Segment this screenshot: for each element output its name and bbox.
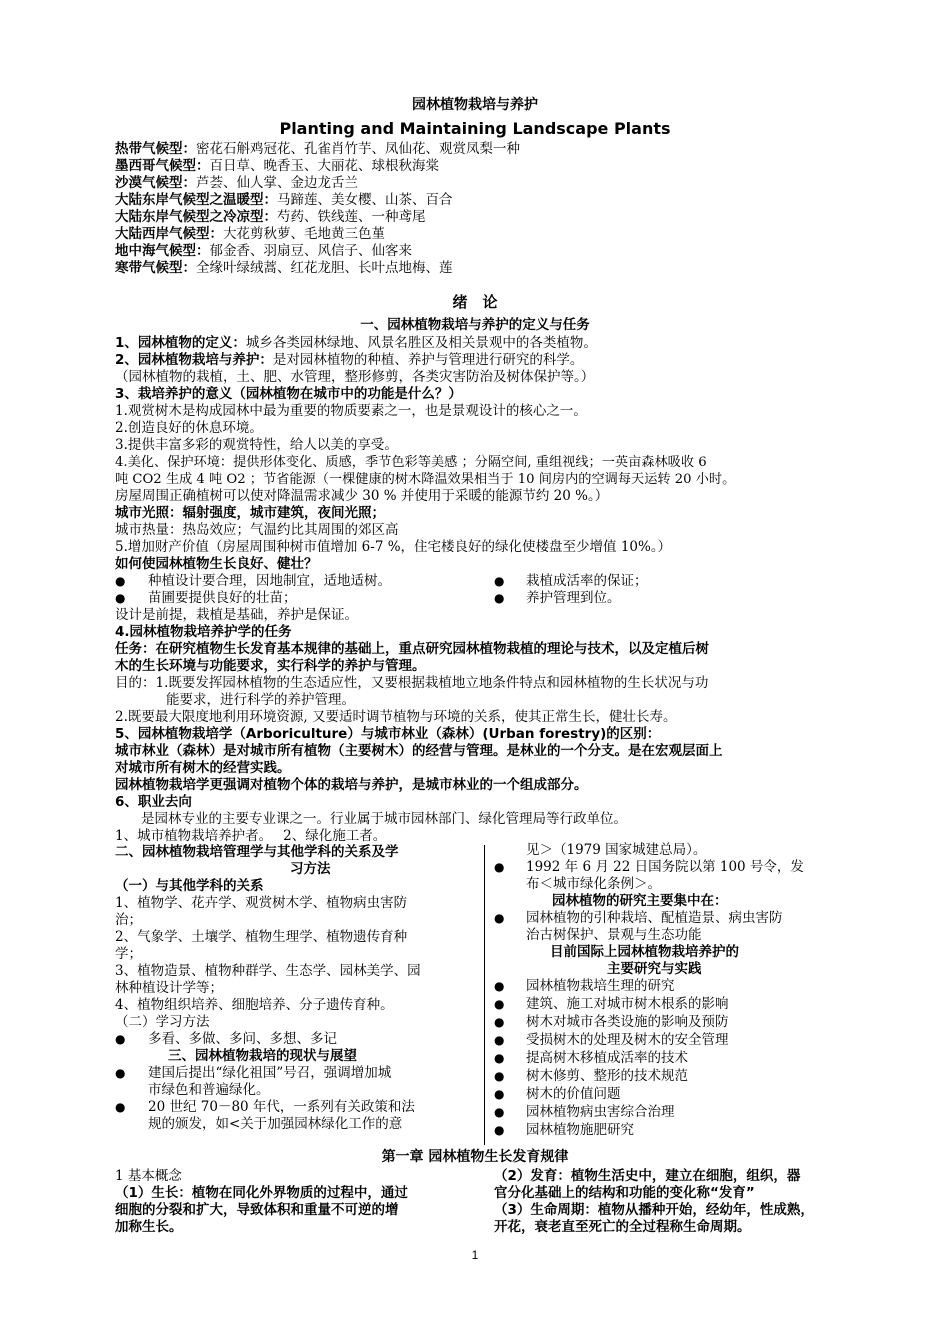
bullet-icon: ●	[494, 574, 505, 588]
list-item: 树木修剪、整形的技术规范	[526, 1068, 688, 1084]
text-line: 城市热量：热岛效应；气温约比其周围的郊区高	[115, 522, 399, 538]
title-english: Planting and Maintaining Landscape Plants	[279, 119, 671, 138]
list-item: 多看、多做、多问、多想、多记	[148, 1031, 337, 1047]
climate-line: 大陆西岸气候型：大花剪秋萝、毛地黄三色堇	[115, 226, 385, 242]
list-item: 规的颁发，如<关于加强园林绿化工作的意	[148, 1116, 403, 1132]
text-line: 林种植设计学等；	[115, 980, 223, 996]
section-heading: 习方法	[290, 861, 331, 877]
chapter-title: 第一章 园林植物生长发育规律	[381, 1149, 569, 1165]
page-number: 1	[471, 1248, 479, 1262]
list-item: 种植设计要合理，因地制宜，适地适树。	[148, 573, 391, 589]
bullet-icon: ●	[494, 911, 505, 925]
text-line: （园林植物的栽植，土、肥、水管理，整形修剪，各类灾害防治及树体保护等。）	[115, 369, 595, 385]
list-item: 园林植物的引种栽培、配植造景、病虫害防	[526, 910, 783, 926]
climate-line: 大陆东岸气候型之温暖型：马蹄莲、美女樱、山茶、百合	[115, 192, 453, 208]
text-line: 城市林业（森林）是对城市所有植物（主要树木）的经营与管理。是林业的一个分支。是在宏观层面上	[115, 743, 723, 759]
subheading: 城市光照：辐射强度，城市建筑，夜间光照；	[115, 505, 385, 521]
list-item: 治古树保护、景观与生态功能	[526, 927, 702, 943]
text-line: 4、植物组织培养、细胞培养、分子遗传育种。	[115, 997, 394, 1013]
climate-line: 墨西哥气候型：百日草、晚香玉、大丽花、球根秋海棠	[115, 158, 439, 174]
text-line: 园林植物栽培学更强调对植物个体的栽培与养护，是城市林业的一个组成部分。	[115, 777, 588, 793]
list-item: 见＞（1979 国家城建总局）。	[526, 842, 707, 858]
text-line: 2、气象学、土壤学、植物生理学、植物遗传育种	[115, 929, 408, 945]
list-item: 园林植物施肥研究	[526, 1122, 634, 1138]
subheading: 6、职业去向	[115, 794, 192, 810]
subheading: 主要研究与实践	[607, 961, 702, 977]
text-line: 学；	[115, 946, 142, 962]
text-line: 房屋周围正确植树可以使对降温需求减少 30 % 并使用于采暖的能源节约 20 %。）	[115, 488, 609, 504]
list-item: 布＜城市绿化条例＞。	[526, 876, 661, 892]
subheading: 园林植物的研究主要集中在：	[552, 893, 728, 909]
list-item: 栽植成活率的保证；	[526, 573, 648, 589]
list-item: 树木对城市各类设施的影响及预防	[526, 1014, 729, 1030]
list-item: 1992 年 6 月 22 日国务院以第 100 号令，发	[526, 859, 804, 875]
text-line: （1）生长：植物在同化外界物质的过程中，通过	[115, 1185, 408, 1201]
text-line: 2、园林植物栽培与养护：是对园林植物的种植、养护与管理进行研究的科学。	[115, 352, 584, 368]
text-line: 1.观赏树木是构成园林中最为重要的物质要素之一，也是景观设计的核心之一。	[115, 403, 587, 419]
list-item: 20 世纪 70－80 年代，一系列有关政策和法	[148, 1099, 415, 1115]
climate-line: 大陆东岸气候型之冷凉型：芍药、铁线莲、一种鸢尾	[115, 209, 426, 225]
text-line: 4.美化、保护环境：提供形体变化、质感，季节色彩等美感 ；分隔空间, 重组视线；一英亩森林吸收 6	[115, 455, 707, 470]
bullet-icon: ●	[115, 574, 126, 588]
text-line: 2.创造良好的休息环境。	[115, 420, 263, 436]
bullet-icon: ●	[494, 1123, 505, 1137]
subheading: 1 基本概念	[115, 1168, 182, 1184]
list-item: 苗圃要提供良好的壮苗；	[148, 590, 297, 606]
list-item: 树木的价值问题	[526, 1086, 621, 1102]
subheading: （二）学习方法	[115, 1014, 210, 1030]
bullet-icon: ●	[494, 860, 505, 874]
intro-heading: 绪 论	[452, 293, 498, 311]
bullet-icon: ●	[494, 1087, 505, 1101]
text-line: （3）生命周期：植物从播种开始，经幼年，性成熟，	[494, 1202, 814, 1218]
text-line: 任务：在研究植物生长发育基本规律的基础上，重点研究园林植物栽植的理论与技术，以及定植后树	[115, 641, 709, 657]
section-heading: 一、园林植物栽培与养护的定义与任务	[360, 317, 590, 333]
bullet-icon: ●	[115, 1032, 126, 1046]
column-divider	[484, 845, 485, 1145]
text-line: 2.既要最大限度地利用环境资源, 又要适时调节植物与环境的关系，使其正常生长，健壮长寿。	[115, 709, 677, 725]
text-line: 是园林专业的主要专业课之一。行业属于城市园林部门、绿化管理局等行政单位。	[141, 811, 627, 827]
text-line: 目的：1.既要发挥园林植物的生态适应性，又要根据栽植地立地条件特点和园林植物的生长状况与功	[115, 675, 709, 691]
title-chinese: 园林植物栽培与养护	[412, 97, 538, 113]
subheading: 3、栽培养护的意义（园林植物在城市中的功能是什么？）	[115, 386, 462, 402]
list-item: 养护管理到位。	[526, 590, 621, 606]
list-item: 建筑、施工对城市树木根系的影响	[526, 996, 729, 1012]
subheading: （一）与其他学科的关系	[115, 878, 264, 894]
subheading: 4.园林植物栽培养护学的任务	[115, 624, 292, 640]
section-heading: 二、园林植物栽培管理学与其他学科的关系及学	[115, 844, 399, 860]
climate-line: 热带气候型：密花石斛鸡冠花、孔雀肖竹芋、凤仙花、观赏凤梨一种	[115, 141, 520, 157]
list-item: 受损树木的处理及树木的安全管理	[526, 1032, 729, 1048]
text-line: 木的生长环境与功能要求，实行科学的养护与管理。	[115, 658, 426, 674]
bullet-icon: ●	[494, 997, 505, 1011]
text-line: 官分化基础上的结构和功能的变化称“发育”	[494, 1185, 755, 1201]
text-line: 加称生长。	[115, 1219, 183, 1235]
bullet-icon: ●	[115, 1066, 126, 1080]
subheading: 5、园林植物栽培学（Arboriculture）与城市林业（森林）(Urban forestry)的区别：	[115, 726, 661, 742]
list-item: 建国后提出“绿化祖国”号召，强调增加城	[148, 1065, 392, 1081]
subheading: 如何使园林植物生长良好、健壮？	[115, 556, 318, 572]
text-line: 1、植物学、花卉学、观赏树木学、植物病虫害防	[115, 895, 408, 911]
section-heading: 三、园林植物栽培的现状与展望	[168, 1048, 357, 1064]
list-item: 提高树木移植成活率的技术	[526, 1050, 688, 1066]
text-line: 设计是前提，栽植是基础，养护是保证。	[115, 607, 358, 623]
bullet-icon: ●	[494, 1051, 505, 1065]
climate-line: 地中海气候型：郁金香、羽扇豆、风信子、仙客来	[115, 243, 412, 259]
bullet-icon: ●	[494, 1069, 505, 1083]
climate-line: 沙漠气候型：芦荟、仙人掌、金边龙舌兰	[115, 175, 358, 191]
climate-line: 寒带气候型：全缘叶绿绒蒿、红花龙胆、长叶点地梅、莲	[115, 260, 453, 276]
text-line: 3、植物造景、植物种群学、生态学、园林美学、园	[115, 963, 421, 979]
bullet-icon: ●	[494, 979, 505, 993]
list-item: 园林植物栽培生理的研究	[526, 978, 675, 994]
bullet-icon: ●	[494, 1105, 505, 1119]
text-line: 治；	[115, 912, 142, 928]
text-line: 1、园林植物的定义：城乡各类园林绿地、风景名胜区及相关景观中的各类植物。	[115, 335, 597, 351]
text-line: 吨 CO2 生成 4 吨 O2 ；节省能源（一棵健康的树木降温效果相当于 10 间房内的空调每天运转 20 小时。	[115, 472, 736, 487]
text-line: 能要求，进行科学的养护管理。	[166, 692, 355, 708]
bullet-icon: ●	[115, 591, 126, 605]
text-line: （2）发育：植物生活史中，建立在细胞，组织，器	[494, 1168, 801, 1184]
text-line: 细胞的分裂和扩大，导致体积和重量不可逆的增	[115, 1202, 399, 1218]
bullet-icon: ●	[494, 1015, 505, 1029]
list-item: 园林植物病虫害综合治理	[526, 1104, 675, 1120]
text-line: 对城市所有树木的经营实践。	[115, 760, 291, 776]
text-line: 1、城市植物栽培养护者。 2、绿化施工者。	[115, 828, 387, 844]
text-line: 开花，衰老直至死亡的全过程称生命周期。	[494, 1219, 751, 1235]
text-line: 5.增加财产价值（房屋周围种树市值增加 6-7 %，住宅楼良好的绿化使楼盘至少增值 10%。）	[115, 539, 672, 555]
bullet-icon: ●	[115, 1100, 126, 1114]
list-item: 市绿色和普遍绿化。	[148, 1082, 270, 1098]
text-line: 3.提供丰富多彩的观赏特性，给人以美的享受。	[115, 437, 398, 453]
bullet-icon: ●	[494, 1033, 505, 1047]
subheading: 目前国际上园林植物栽培养护的	[550, 944, 739, 960]
bullet-icon: ●	[494, 591, 505, 605]
